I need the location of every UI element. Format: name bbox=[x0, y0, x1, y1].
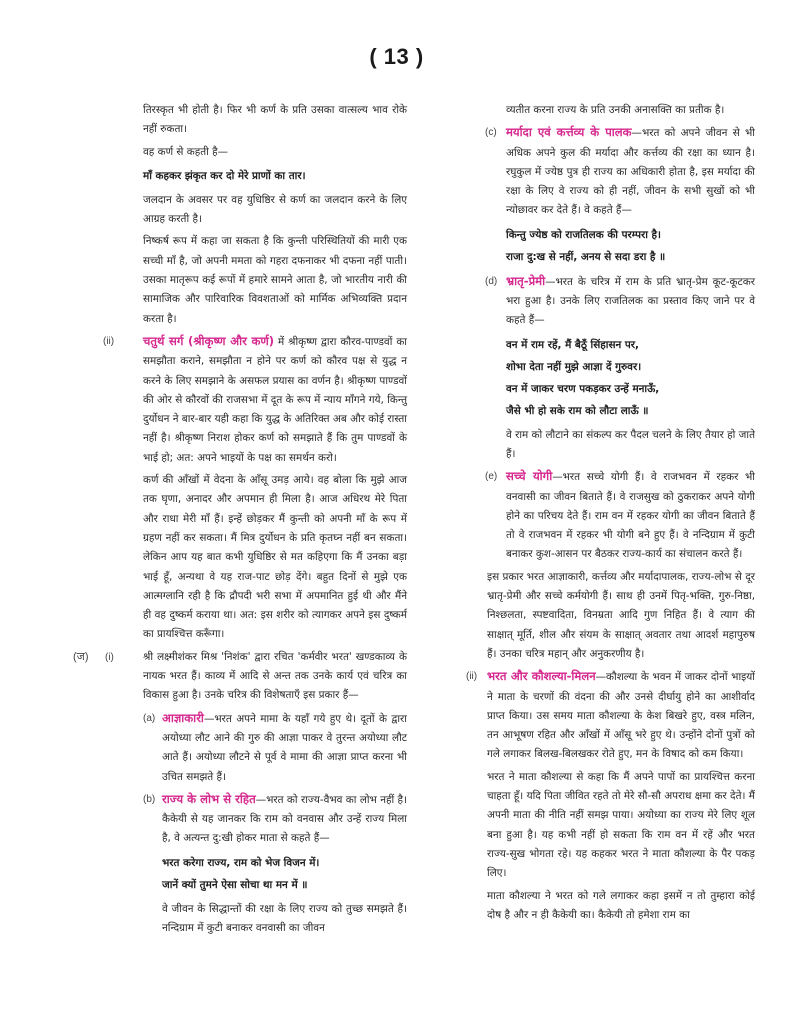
trait-heading: आज्ञाकारी bbox=[162, 710, 204, 725]
trait-heading: मर्यादा एवं कर्त्तव्य के पालक bbox=[506, 125, 632, 140]
verse-quote bbox=[506, 224, 755, 268]
paragraph bbox=[162, 790, 407, 849]
list-marker: (d) bbox=[485, 275, 498, 287]
trait-text: —भरत को राज्य-वैभव का लोभ नहीं है। कैकेयी से यह जानकर कि राम को वनवास और उन्हें राज्य मिला है, वे अत्यन्त दु:खी होकर माता से कहते हैं— bbox=[162, 793, 407, 845]
verse-quote bbox=[162, 852, 407, 896]
trait-text: —भरत सच्चे योगी हैं। वे राजभवन में रहकर भी वनवासी का जीवन बिताते हैं। वे राजसुख को ठुकराकर अपने योगी होने का परिचय देते हैं। राम वन में रहकर योगी का जीवन बिताते हैं तो वे राजभवन में रहकर भी योगी बने हुए हैं। वे नन्दिग्राम में कुटी बनाकर कुश-आसन पर बैठकर राज्य-कार्य का संचालन करते हैं। bbox=[506, 471, 755, 561]
paragraph bbox=[487, 667, 755, 764]
paragraph: वह कर्ण से कहती है— bbox=[143, 145, 229, 158]
left-column bbox=[73, 101, 407, 941]
list-marker: (c) bbox=[485, 127, 497, 139]
trait-heading: भ्रातृ-प्रेमी bbox=[506, 273, 546, 288]
verse-line: शोभा देता नहीं मुझे आज्ञा दें गुरुवर। bbox=[506, 360, 642, 373]
verse-line: भरत करेगा राज्य, राम को भेज विजन में। bbox=[162, 856, 320, 869]
section-ii-kaushalya-milan bbox=[466, 667, 755, 925]
list-marker: (ii) bbox=[466, 671, 478, 683]
page-number: ( 13 ) bbox=[369, 44, 424, 69]
trait-item-agyakari bbox=[143, 709, 407, 787]
section-text: —कौशल्या के भवन में जाकर दोनों भाइयों ने माता के चरणों की वंदना की और उनसे दीर्घायु होने का आशीर्वाद प्राप्त किया। उस समय माता कौशल्या के केश बिखरे हुए, वस्त्र मलिन, तन आभूषण रहित और आँखों में आँसू भरे हुए थे। उन्होंने दोनों पुत्रों को गले लगाकर बिलख-बिलखकर रोते हुए, मन के विषाद को कम किया। bbox=[487, 671, 755, 761]
paragraph: वे राम को लौटाने का संकल्प कर पैदल चलने के लिए तैयार हो जाते हैं। bbox=[506, 428, 755, 460]
trait-item-sachche-yogi bbox=[485, 467, 755, 564]
paragraph: श्री लक्ष्मीशंकर मिश्र 'निशंक' द्वारा रचित 'कर्मवीर भरत' खण्डकाव्य के नायक भरत हैं। काव्य में आदि से अन्त तक उनके कार्य एवं चरित्र का विकास हुआ है। उनके चरित्र की विशेषताएँ इस प्रकार हैं— bbox=[143, 650, 407, 702]
trait-item-bhratru-premi bbox=[485, 272, 755, 464]
paragraph: माता कौशल्या ने भरत को गले लगाकर कहा इसमें न तो तुम्हारा कोई दोष है और न ही कैकेयी का। कैकेयी तो हमेशा राम का bbox=[487, 889, 755, 921]
paragraph: भरत ने माता कौशल्या से कहा कि मैं अपने पापों का प्रायश्चित्त करना चाहता हूँ। यदि पिता जीवित रहते तो मेरे सौ-सौ अपराध क्षमा कर देते। मैं अपनी माता की नीति नहीं समझ पाया। अयोध्या का राज्य मेरे लिए शूल बना हुआ है। यह कभी नहीं हो सकता कि राम वन में रहें और भरत राज्य-सुख भोगता रहे। यह कहकर भरत ने माता कौशल्या के पैर पकड़ लिए। bbox=[487, 770, 755, 880]
list-marker: (ii) bbox=[103, 335, 115, 347]
section-ii-chaturth-sarg bbox=[103, 332, 407, 645]
paragraph bbox=[506, 123, 755, 220]
trait-item-rajya-lobh bbox=[143, 790, 407, 938]
paragraph: कर्ण की आँखों में वेदना के आँसू उमड़ आये। वह बोला कि मुझे आज तक घृणा, अनादर और अपमान ही मिला है। आज अधिरथ मेरे पिता और राधा मेरी माँ हैं। इन्हें छोड़कर मैं कुन्ती को अपनी माँ के रूप में ग्रहण नहीं कर सकता। मैं मित्र दुर्योधन के प्रति कृतघ्न नहीं बन सकता। लेकिन आप यह बात कभी युधिष्ठिर से मत कहिएगा कि मैं उनका बड़ा भाई हूँ, अन्यथा वे यह राज-पाट छोड़ देंगे। बहुत दिनों से मुझे एक आत्मग्लानि रही है कि द्रौपदी भरी सभा में अपमानित हुई थी और मैंने ही वह दुष्कर्म कराया था। अत: इस शरीर को त्यागकर अपने इस दुष्कर्म का प्रायश्चित्त करूँगा। bbox=[143, 474, 407, 641]
verse-line: वन में राम रहें, मैं बैठूँ सिंहासन पर, bbox=[506, 338, 639, 351]
list-marker: (i) bbox=[105, 651, 114, 663]
trait-heading: राज्य के लोभ से रहित bbox=[162, 791, 256, 806]
trait-text: —भरत के चरित्र में राम के प्रति भ्रातृ-प्रेम कूट-कूटकर भरा हुआ है। उनके लिए राजतिलक का प्रस्ताव किए जाने पर वे कहते हैं— bbox=[506, 275, 755, 327]
verse-line: किन्तु ज्येष्ठ को राजतिलक की परम्परा है। bbox=[506, 228, 661, 241]
paragraph: वे जीवन के सिद्धान्तों की रक्षा के लिए राज्य को तुच्छ समझते हैं। नन्दिग्राम में कुटी बनाकर वनवासी का जीवन bbox=[162, 902, 407, 934]
verse-quote bbox=[143, 165, 407, 187]
right-column bbox=[466, 101, 755, 928]
section-ja bbox=[73, 648, 407, 939]
paragraph bbox=[162, 709, 407, 787]
list-marker: (e) bbox=[485, 471, 498, 483]
verse-line: राजा दु:ख से नहीं, अनय से सदा डरा है ॥ bbox=[506, 250, 666, 263]
verse-line: वन में जाकर चरण पकड़कर उन्हें मनाऊँ, bbox=[506, 382, 660, 395]
trait-text: —भरत अपने मामा के यहाँ गये हुए थे। दूतों के द्वारा अयोध्या लौट आने की गुरु की आज्ञा पाकर वे तुरन्त अयोध्या लौट आते हैं। अयोध्या लौटने से पूर्व वे मामा की आज्ञा प्राप्त करना भी उचित समझते हैं। bbox=[162, 712, 407, 783]
paragraph: जलदान के अवसर पर वह युधिष्ठिर से कर्ण का जलदान करने के लिए आग्रह करती है। bbox=[143, 193, 407, 226]
verse-line: माँ कहकर झंकृत कर दो मेरे प्राणों का तार। bbox=[143, 169, 306, 182]
paragraph: तिरस्कृत भी होती है। फिर भी कर्ण के प्रति उसका वात्सल्य भाव रोके नहीं रुकता। bbox=[143, 104, 407, 136]
trait-item-maryada bbox=[485, 123, 755, 267]
list-marker: (a) bbox=[143, 712, 156, 724]
list-marker: (ज) bbox=[73, 650, 89, 663]
paragraph: निष्कर्ष रूप में कहा जा सकता है कि कुन्ती परिस्थितियों की मारी एक सच्ची माँ है, जो अपनी ममता को गहरा दफनाकर भी दफना नहीं पाती। उसका मातृरूप कई रूपों में हमारे सामने आता है, जो भारतीय नारी की सामाजिक और पारिवारिक विवशताओं को मार्मिक अभिव्यक्ति प्रदान करता है। bbox=[143, 235, 407, 325]
paragraph bbox=[506, 272, 755, 331]
section-heading: भरत और कौशल्या-मिलन bbox=[487, 669, 596, 684]
summary-paragraph: इस प्रकार भरत आज्ञाकारी, कर्त्तव्य और मर्यादापालक, राज्य-लोभ से दूर भ्रातृ-प्रेमी और सच्चे कर्मयोगी हैं। साथ ही उनमें पितृ-भक्ति, गुरु-निष्ठा, निश्छलता, स्पष्टवादिता, विनम्रता आदि गुण निहित हैं। वे त्याग की साक्षात् मूर्ति, शील और संयम के साक्षात् अवतार तथा आदर्श महापुरुष हैं। उनका चरित्र महान् और अनुकरणीय है। bbox=[487, 570, 755, 660]
verse-line: जानें क्यों तुमने ऐसा सोचा था मन में ॥ bbox=[162, 878, 308, 891]
verse-quote bbox=[506, 334, 755, 422]
trait-heading: सच्चे योगी bbox=[506, 469, 553, 484]
section-heading: चतुर्थ सर्ग (श्रीकृष्ण और कर्ण) bbox=[143, 333, 275, 348]
section-text: में श्रीकृष्ण द्वारा कौरव-पाण्डवों का समझौता कराने, समझौता न होने पर कर्ण को कौरव पक्ष से युद्ध न करने के लिए समझाने के असफल प्रयास का वर्णन है। श्रीकृष्ण पाण्डवों की ओर से कौरवों की राजसभा में दूत के रूप में न्याय माँगने गये, किन्तु दुर्योधन ने बार-बार यही कहा कि युद्ध के अतिरिक्त अब और कोई रास्ता नहीं है। श्रीकृष्ण निराश होकर कर्ण को समझाते हैं कि तुम पाण्डवों के भाई हो; अत: अपने भाइयों के पक्ष का समर्थन करो। bbox=[143, 335, 407, 464]
verse-line: जैसे भी हो सके राम को लौटा लाऊँ ॥ bbox=[506, 404, 649, 417]
list-marker: (b) bbox=[143, 793, 156, 805]
paragraph: व्यतीत करना राज्य के प्रति उनकी अनासक्ति का प्रतीक है। bbox=[506, 104, 725, 116]
paragraph bbox=[506, 467, 755, 564]
paragraph bbox=[143, 332, 407, 468]
trait-text: —भरत को अपने जीवन से भी अधिक अपने कुल की मर्यादा और कर्त्तव्य की रक्षा का ध्यान है। रघुकुल में ज्येष्ठ पुत्र ही राज्य का अधिकारी होता है, इस मर्यादा की रक्षा के लिए वे राज्य को ही नहीं, जीवन के सभी सुखों को भी न्योछावर कर देते हैं। वे कहते हैं— bbox=[506, 127, 755, 217]
